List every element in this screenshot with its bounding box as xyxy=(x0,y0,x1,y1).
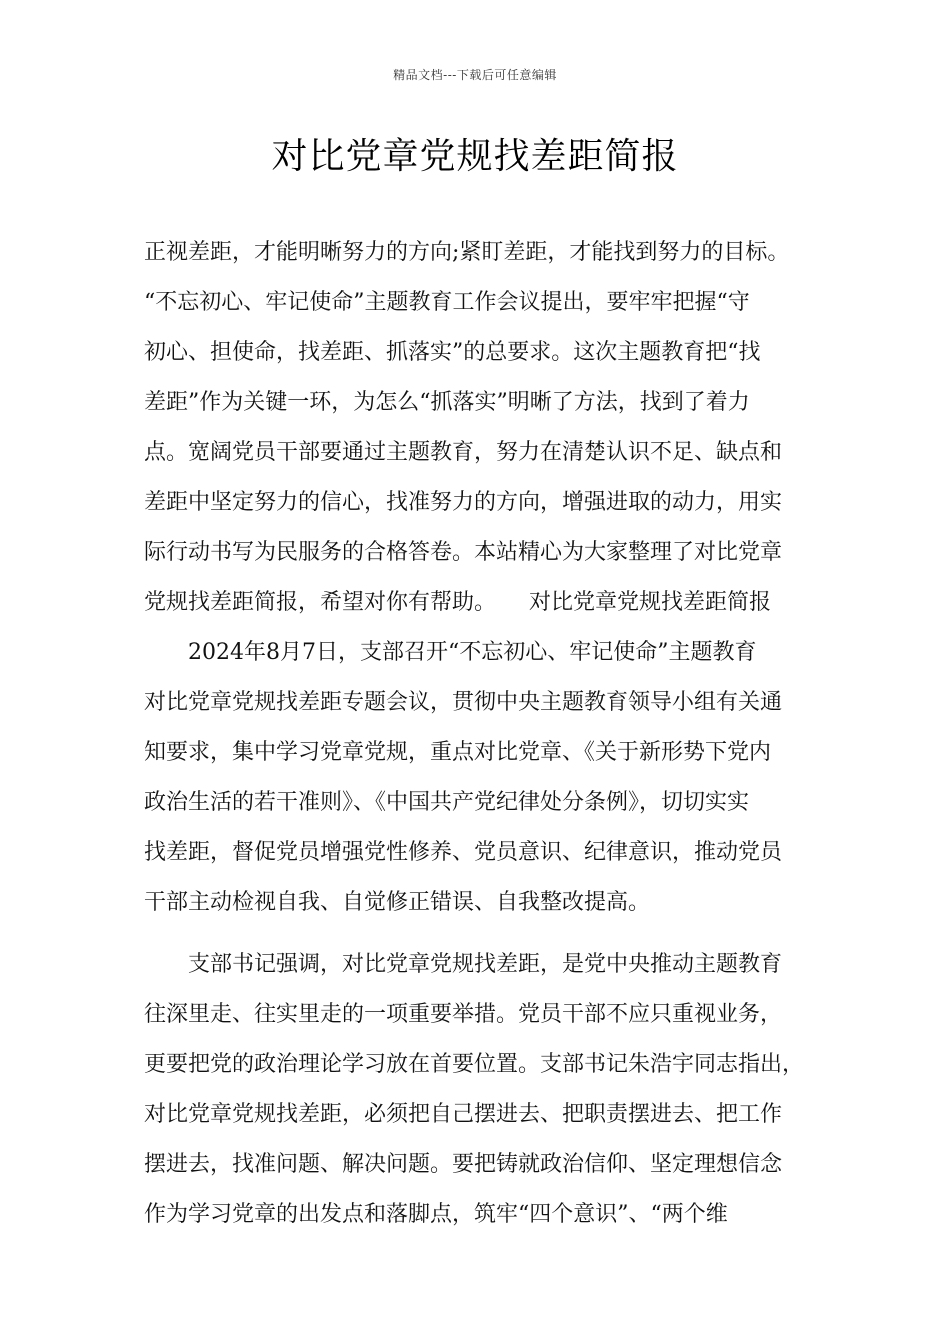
text-line: 初心、担使命，找差距、抓落实”的总要求。这次主题教育把“找 xyxy=(144,340,761,365)
text-line: 支部书记强调，对比党章党规找差距，是党中央推动主题教育 xyxy=(188,952,783,977)
text-line: 差距中坚定努力的信心，找准努力的方向，增强进取的动力，用实 xyxy=(144,490,783,515)
text-line: 摆进去，找准问题、解决问题。要把铸就政治信仰、坚定理想信念 xyxy=(144,1152,783,1177)
paragraph xyxy=(144,940,812,1240)
text-line: 政治生活的若干准则》、《中国共产党纪律处分条例》，切切实实 xyxy=(144,790,750,815)
text-line: 找差距，督促党员增强党性修养、党员意识、纪律意识，推动党员 xyxy=(144,840,783,865)
text-line: 党规找差距简报，希望对你有帮助。 对比党章党规找差距简报 xyxy=(144,590,772,615)
document-body xyxy=(144,228,812,1240)
document-title: 对比党章党规找差距简报 xyxy=(271,136,679,177)
paragraph xyxy=(144,628,812,928)
text-line: 对比党章党规找差距，必须把自己摆进去、把职责摆进去、把工作 xyxy=(144,1102,783,1127)
text-line: 际行动书写为民服务的合格答卷。本站精心为大家整理了对比党章 xyxy=(144,540,783,565)
text-line: 对比党章党规找差距专题会议，贯彻中央主题教育领导小组有关通 xyxy=(144,690,783,715)
text-line: 干部主动检视自我、自觉修正错误、自我整改提高。 xyxy=(144,890,651,915)
text-line: 知要求，集中学习党章党规，重点对比党章、《关于新形势下党内 xyxy=(144,740,772,765)
text-line: 往深里走、往实里走的一项重要举措。党员干部不应只重视业务， xyxy=(144,1002,783,1027)
text-line: 作为学习党章的出发点和落脚点，筑牢“四个意识”、“两个维 xyxy=(144,1202,728,1227)
text-line: 更要把党的政治理论学习放在首要位置。支部书记朱浩宇同志指出， xyxy=(144,1052,805,1077)
text-line: 点。宽阔党员干部要通过主题教育，努力在清楚认识不足、缺点和 xyxy=(144,440,783,465)
header-note: 精品文档---下载后可任意编辑 xyxy=(393,68,557,82)
text-line: 2024年8月7日，支部召开“不忘初心、牢记使命”主题教育 xyxy=(188,640,757,665)
text-line: 差距”作为关键一环，为怎么“抓落实”明晰了方法，找到了着力 xyxy=(144,390,750,415)
text-line: “不忘初心、牢记使命”主题教育工作会议提出，要牢牢把握“守 xyxy=(144,290,750,315)
paragraph-gap xyxy=(144,928,812,940)
paragraph xyxy=(144,228,812,628)
text-line: 正视差距，才能明晰努力的方向;紧盯差距，才能找到努力的目标。 xyxy=(144,240,790,265)
